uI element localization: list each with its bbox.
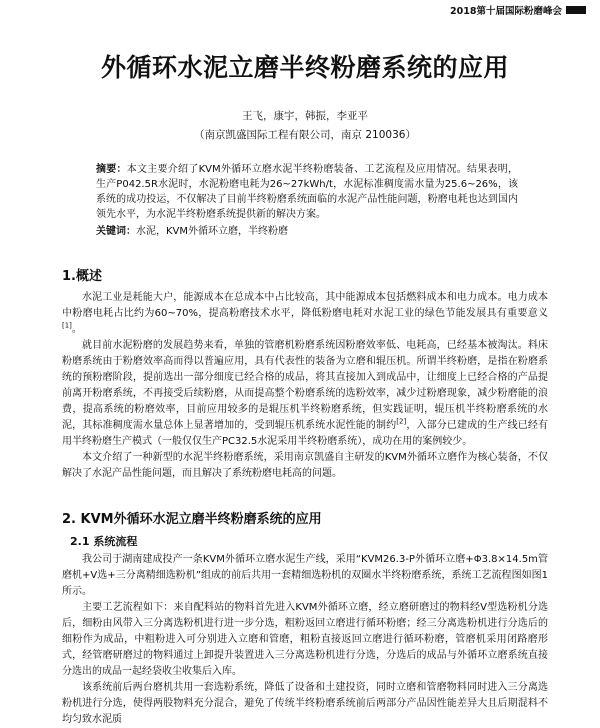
- section-2-paragraph-3: 该系统前后两台磨机共用一套选粉系统，降低了设备和土建投资，同时立磨和管磨物料同时进入三分离选粉机进行分选，使得两股物料充分混合，避免了传统半终粉磨系统前后两部分产品因性能差异大且后期混料不均匀致水泥质: [62, 682, 548, 725]
- paragraph-text: ，入部分已建成的生产线已经有用半终粉磨生产模式（一般仅仅生产PC32.5水泥采用半终粉磨系统），成功在用的案例较少。: [62, 420, 549, 447]
- affiliation: （南京凯盛国际工程有限公司，南京 210036）: [194, 129, 416, 141]
- abstract: [96, 162, 518, 222]
- authors: 王飞，康宇，韩振，李亚平: [242, 110, 368, 122]
- section-1-heading: 1.概述: [62, 269, 102, 284]
- section-1-paragraph-1: [62, 290, 548, 338]
- abstract-label: 摘要：: [96, 164, 127, 175]
- keywords-label: 关键词：: [96, 226, 136, 237]
- reference-1: [1]: [62, 321, 72, 330]
- section-2-heading: 2. KVM外循环水泥立磨半终粉磨系统的应用: [62, 512, 322, 527]
- abstract-text: 本文主要介绍了KVM外循环立磨水泥半终粉磨装备、工艺流程及应用情况。结果表明，生产P042.5R水泥时，水泥粉磨电耗为26~27kWh/t，水泥标准稠度需水量为25.6~26%，该系统的成功投运，不仅解决了目前半终粉磨系统面临的水泥产品性能问题，粉磨电耗也达到国内领先水平，为水泥半终粉磨系统提供新的解决方案。: [96, 164, 519, 220]
- running-header: [450, 3, 586, 17]
- section-1-paragraph-2: [62, 338, 548, 450]
- header-bar: [566, 6, 586, 14]
- paper-title: 外循环水泥立磨半终粉磨系统的应用: [100, 53, 509, 82]
- paper-page: [62, 40, 548, 728]
- keywords: [96, 224, 518, 239]
- section-2-paragraph-2: 主要工艺流程如下：来自配料站的物料首先进入KVM外循环立磨，经立磨研磨过的物料经V型选粉机分选后，细粉由风带入三分离选粉机进行进一步分选，粗粉返回立磨进行循环粉磨；经三分离选粉机进行分选后的细粉作为成品，中粗粉进入可分别进入立磨和管磨，粗粉直接返回立磨进行循环粉磨，管磨机采用闭路磨形式，经管磨研磨过的物料通过上卸提升装置进入三分离选粉机进行分选，分选后的成品与外循环立磨系统直接分选出的成品一起经袋收尘收集后入库。: [62, 602, 548, 677]
- conference-name: 2018第十届国际粉磨峰会: [450, 6, 562, 17]
- paragraph-text: 水泥工业是耗能大户，能源成本在总成本中占比较高，其中能源成本包括燃料成本和电力成本。电力成本中粉磨电耗占比约为60~70%，提高粉磨技术水平，降低粉磨电耗对水泥工业的绿色节能发展具有重要意义: [62, 292, 548, 319]
- section-1-paragraph-3: 本文介绍了一种新型的水泥半终粉磨系统，采用南京凯盛自主研发的KVM外循环立磨作为核心装备，不仅解决了水泥产品性能问题，而且解决了系统粉磨电耗高的问题。: [62, 452, 548, 479]
- subsection-2-1-heading: 2.1 系统流程: [70, 535, 138, 548]
- reference-2: [2]: [396, 417, 407, 426]
- section-2-paragraph-1: 我公司于湖南建成投产一条KVM外循环立磨水泥生产线，采用“KVM26.3-P外循环立磨+Φ3.8×14.5m管磨机+V选+三分离精细选粉机”组成的前后共用一套精细选粉机的双圈水半终粉磨系统，系统工艺流程图如图1所示。: [62, 554, 548, 597]
- paragraph-text: 就目前水泥粉磨的发展趋势来看，单独的管磨机粉磨系统因粉磨效率低、电耗高，已经基本被淘汰。料床粉磨系统由于粉磨效率高而得以普遍应用，具有代表性的装备为立磨和辊压机。所谓半终粉磨，是指在粉磨系统的预粉磨阶段，提前选出一部分细度已经合格的成品，将其直接加入到成品中，让细度上已经合格的产品提前离开粉磨系统，不再接受后续粉磨，从而提高整个粉磨系统的选粉效率，减少过粉磨现象，减少粉磨能的浪费，提高系统的粉磨效率，目前应用较多的是辊压机半终粉磨系统，但实践证明，辊压机半终粉磨系统的水泥，其标准稠度需水量总体上显著增加的，受到辊压机系统水泥性能的制约: [62, 340, 548, 431]
- paragraph-text: 。: [71, 324, 82, 335]
- keywords-text: 水泥，KVM外循环立磨，半终粉磨: [136, 226, 289, 237]
